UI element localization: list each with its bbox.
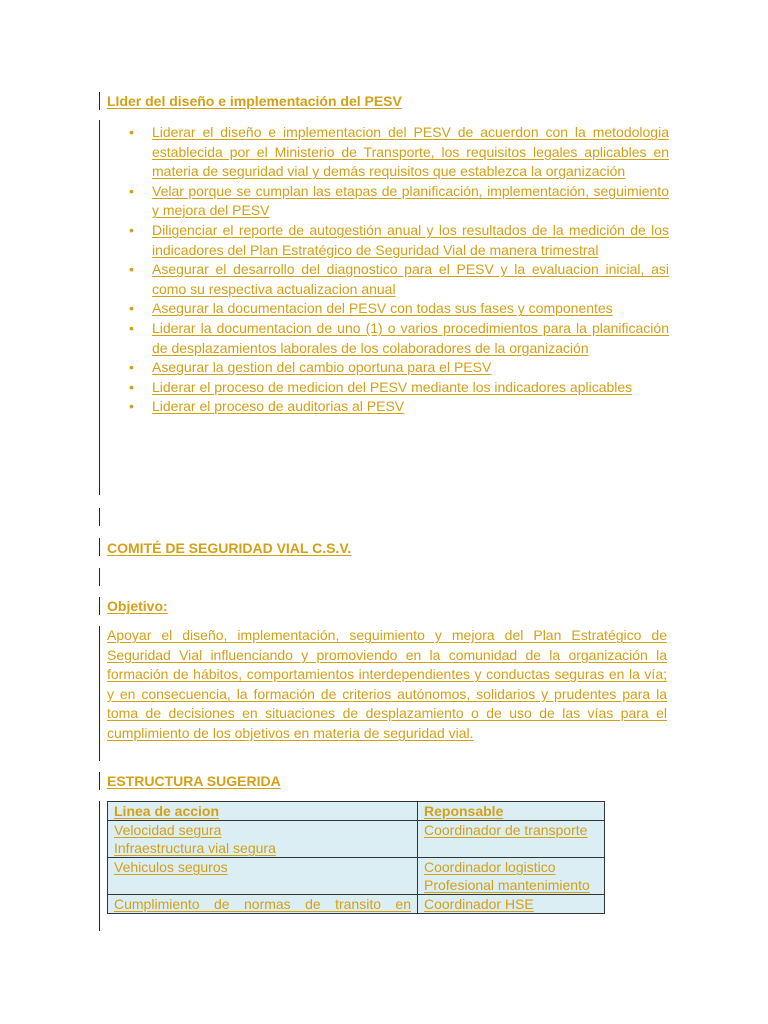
list-item	[107, 123, 669, 182]
table-header-row	[108, 802, 605, 821]
bullet-icon: •	[129, 319, 134, 336]
bullet-icon: •	[129, 261, 134, 278]
change-bar	[99, 508, 100, 526]
list-item	[107, 221, 669, 260]
estructura-table	[107, 801, 605, 914]
column-header-responsable: Reponsable	[418, 802, 605, 821]
objetivo-paragraph: Apoyar el diseño, implementación, seguimiento y mejora del Plan Estratégico de Seguridad Vial influenciando y promoviendo en la comunidad de la organización la formación de hábitos, comportamientos interdependientes y conductas seguras en la vía; y en consecuencia, la formación de criterios autónomos, solidarios y prudentes para la toma de decisiones en situaciones de desplazamiento o de uso de las vías para el cumplimiento de los objetivos en materia de seguridad vial.	[107, 627, 667, 741]
cell-line: Velocidad segura	[114, 822, 222, 838]
list-item-text: Diligenciar el reporte de autogestión anual y los resultados de la medición de los indicadores del Plan Estratégico de Seguridad Vial de manera trimestral	[152, 221, 669, 258]
change-bar	[99, 626, 100, 761]
list-item-text: Liderar la documentacion de uno (1) o varios procedimientos para la planificación de desplazamientos laborales de los colaboradores de la organización	[152, 319, 669, 356]
change-bar	[99, 538, 100, 556]
cell-line: Coordinador logistico	[424, 859, 556, 875]
change-bar	[99, 568, 100, 586]
list-item	[107, 378, 669, 398]
list-item	[107, 397, 669, 417]
change-bar	[99, 92, 100, 110]
change-bar	[99, 801, 100, 931]
list-item	[107, 358, 669, 378]
table-row	[108, 821, 605, 858]
list-item-text: Asegurar la gestion del cambio oportuna para el PESV	[152, 359, 492, 376]
list-item-text: Liderar el diseño e implementacion del PESV de acuerdon con la metodologia establecida por el Ministerio de Transporte, los requisitos legales aplicables en materia de seguridad vial y demás requisitos que establezca la organización	[152, 124, 669, 180]
change-bar	[99, 772, 100, 790]
list-item-text: Liderar el proceso de auditorias al PESV	[152, 398, 405, 415]
cell-line: Vehiculos seguros	[114, 859, 228, 875]
list-item-text: Asegurar la documentacion del PESV con todas sus fases y componentes	[152, 300, 613, 317]
change-bar	[99, 120, 100, 495]
responsibilities-list	[107, 123, 669, 417]
cell-responsable	[418, 858, 605, 895]
list-item	[107, 299, 669, 319]
list-item	[107, 182, 669, 221]
bullet-icon: •	[129, 124, 134, 140]
change-bar	[99, 597, 100, 615]
cell-responsable	[418, 895, 605, 914]
list-item	[107, 319, 669, 358]
bullet-icon: •	[129, 398, 134, 415]
list-item-text: Asegurar el desarrollo del diagnostico para el PESV y la evaluacion inicial, asi como su respectiva actualizacion anual	[152, 261, 669, 297]
table-row	[108, 858, 605, 895]
bullet-icon: •	[129, 182, 134, 199]
objetivo-heading: Objetivo:	[107, 598, 168, 614]
column-header-linea: Linea de accion	[108, 802, 418, 821]
bullet-icon: •	[129, 359, 134, 376]
cell-responsable	[418, 821, 605, 858]
section-heading-lider: LIder del diseño e implementación del PESV	[107, 93, 402, 109]
list-item-text: Liderar el proceso de medicion del PESV mediante los indicadores aplicables	[152, 378, 633, 395]
bullet-icon: •	[129, 221, 134, 238]
cell-line: Cumplimiento de normas de transito en	[114, 896, 411, 912]
cell-line: Coordinador de transporte	[424, 822, 588, 838]
section-heading-comite: COMITÉ DE SEGURIDAD VIAL C.S.V.	[107, 540, 352, 556]
cell-line: Coordinador HSE	[424, 896, 534, 912]
bullet-icon: •	[129, 300, 134, 317]
table-row	[108, 895, 605, 914]
cell-linea	[108, 858, 418, 895]
cell-linea	[108, 821, 418, 858]
bullet-icon: •	[129, 378, 134, 395]
cell-line: Profesional mantenimiento	[424, 877, 590, 893]
list-item-text: Velar porque se cumplan las etapas de planificación, implementación, seguimiento y mejora del PESV	[152, 182, 669, 219]
estructura-heading: ESTRUCTURA SUGERIDA	[107, 773, 281, 789]
cell-linea	[108, 895, 418, 914]
cell-line: Infraestructura vial segura	[114, 840, 276, 856]
list-item	[107, 260, 669, 299]
